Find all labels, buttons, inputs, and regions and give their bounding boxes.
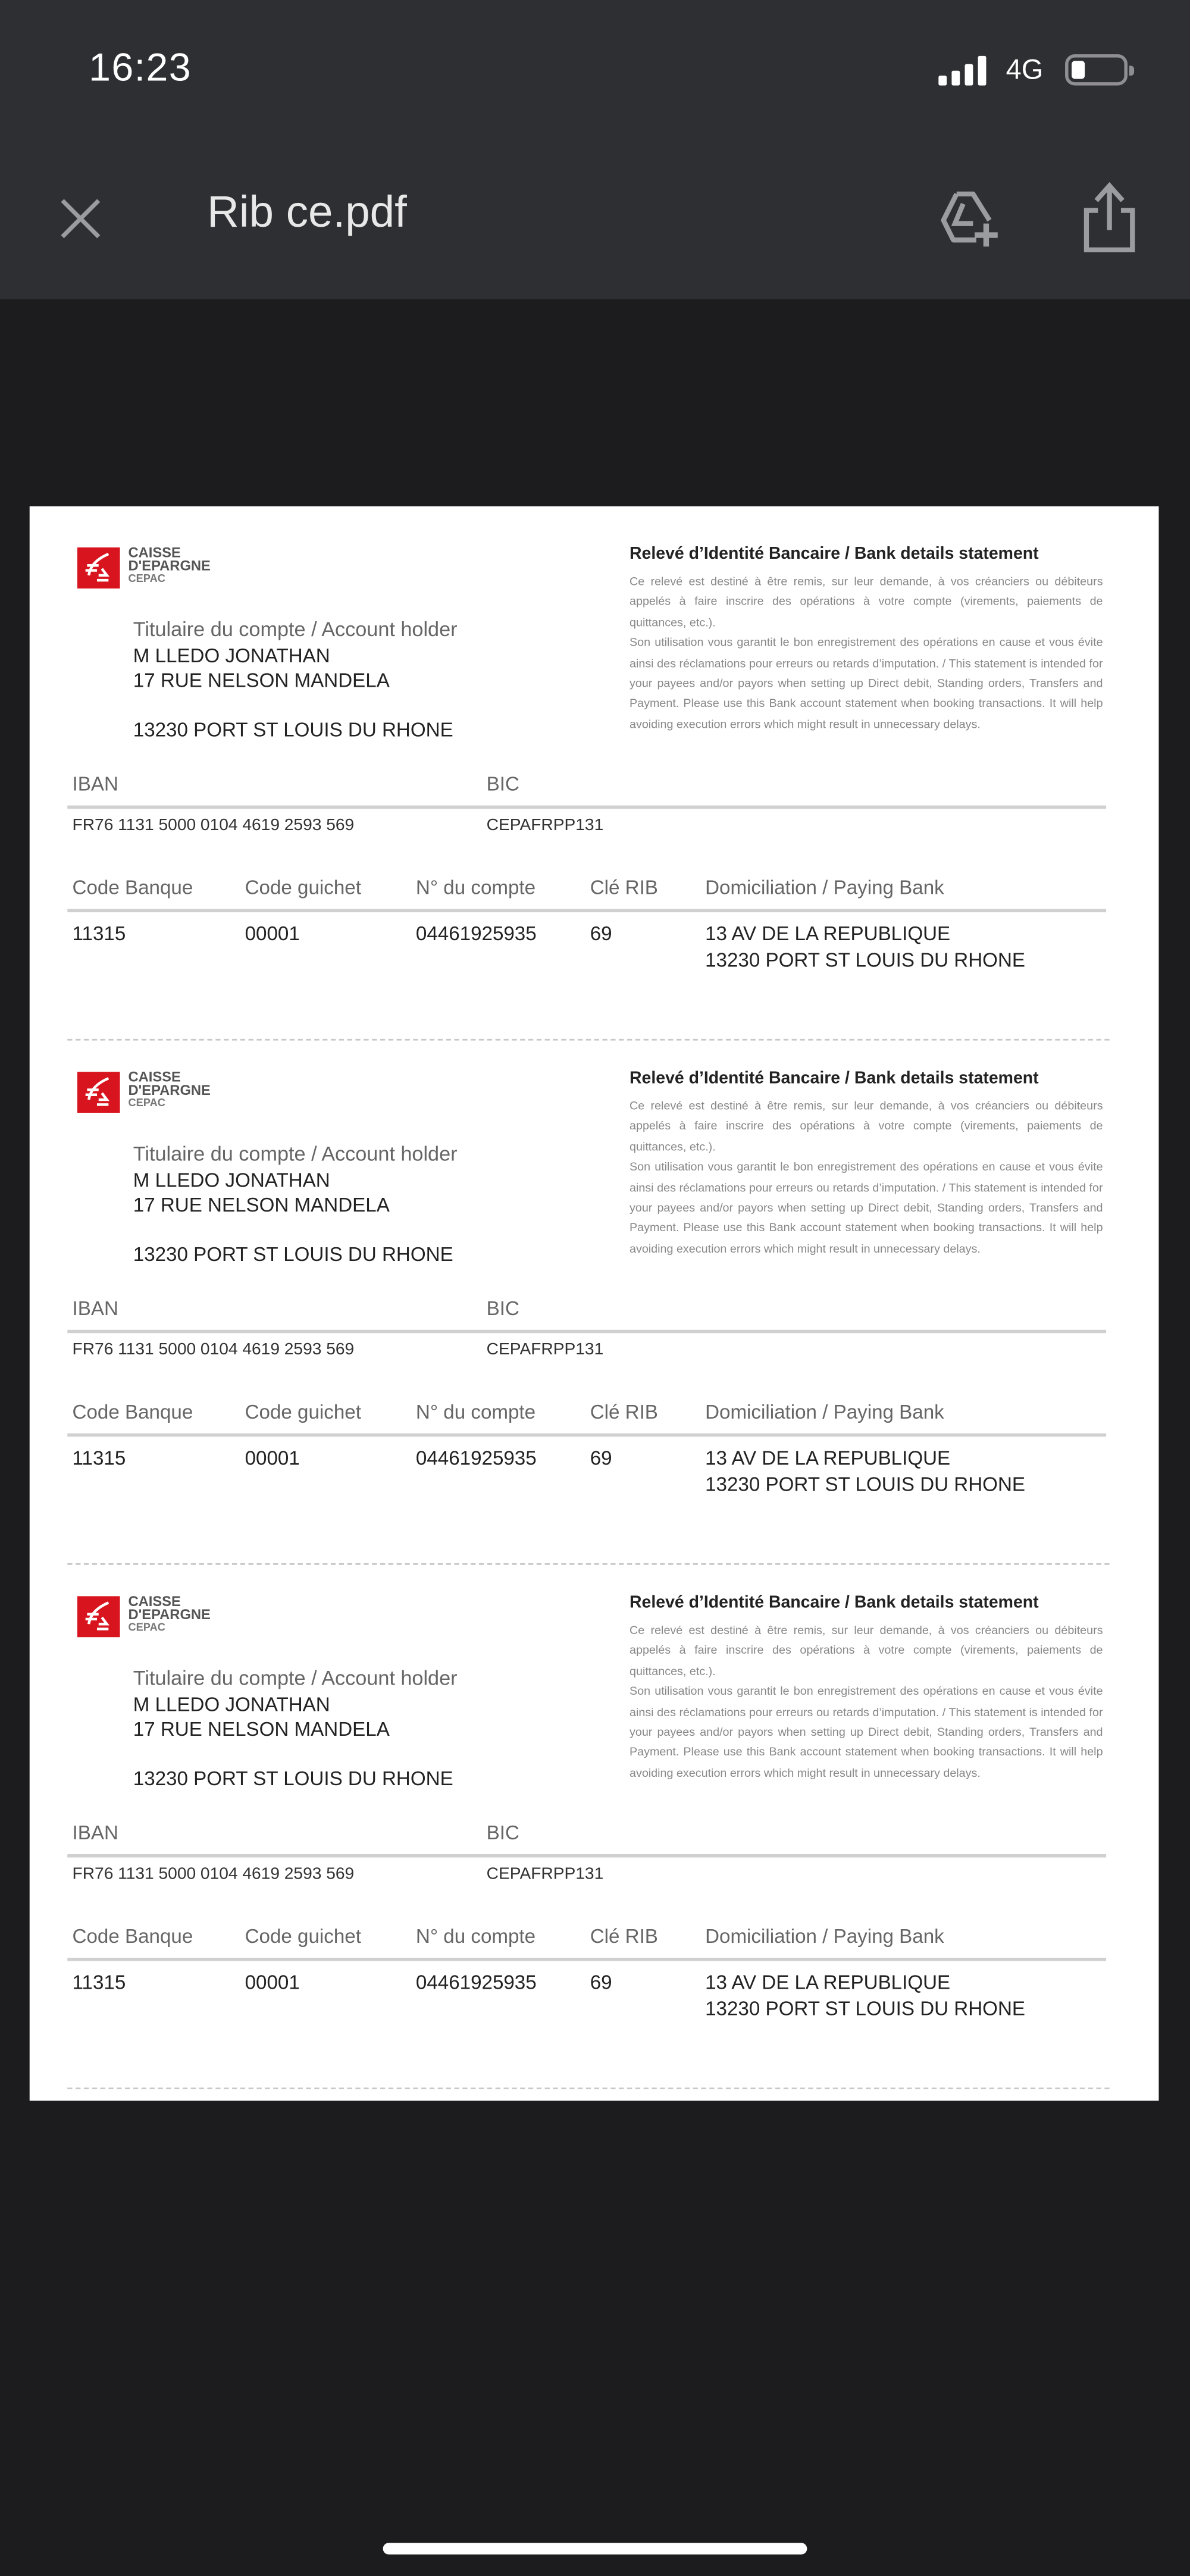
iban-label: IBAN — [72, 1297, 118, 1320]
domiciliation-value: 13 AV DE LA REPUBLIQUE 13230 PORT ST LOUIS DU RHONE — [705, 1971, 1026, 2020]
home-indicator[interactable] — [383, 2543, 807, 2554]
account-holder — [133, 1693, 390, 1742]
share-button[interactable] — [1078, 181, 1141, 256]
account-number-label: N° du compte — [415, 876, 536, 900]
branch-code-value: 00001 — [245, 922, 300, 946]
domiciliation-value: 13 AV DE LA REPUBLIQUE 13230 PORT ST LOUIS DU RHONE — [705, 1446, 1026, 1496]
bank-name: CAISSE D'EPARGNE CEPAC — [128, 1592, 211, 1634]
statement-title: Relevé d’Identité Bancaire / Bank details statement — [629, 546, 1039, 564]
bank-code-value: 11315 — [72, 1446, 126, 1470]
document-title: Rib ce.pdf — [207, 187, 407, 237]
add-to-drive-button[interactable] — [937, 187, 1003, 253]
branch-code-value: 00001 — [245, 1446, 300, 1470]
rib-block — [30, 506, 1159, 1043]
account-holder — [133, 1169, 390, 1218]
account-number-label: N° du compte — [415, 1924, 536, 1948]
status-time: 16:23 — [89, 46, 192, 90]
bank-code-label: Code Banque — [72, 1400, 193, 1424]
branch-code-label: Code guichet — [245, 876, 361, 900]
caisse-epargne-logo-icon — [77, 547, 120, 589]
iban-value: FR76 1131 5000 0104 4619 2593 569 — [72, 1866, 355, 1884]
rib-block — [30, 1031, 1159, 1567]
bank-code-value: 11315 — [72, 922, 126, 946]
rib-key-value: 69 — [590, 922, 612, 946]
add-to-drive-icon — [937, 187, 1003, 253]
bank-name: CAISSE D'EPARGNE CEPAC — [128, 1068, 211, 1110]
holder-city: 13230 PORT ST LOUIS DU RHONE — [133, 1242, 453, 1266]
account-holder-label: Titulaire du compte / Account holder — [133, 618, 458, 641]
holder-name: M LLEDO JONATHAN — [133, 1693, 330, 1716]
holder-street: 17 RUE NELSON MANDELA — [133, 1717, 390, 1741]
top-bar — [0, 0, 1190, 299]
account-holder — [133, 644, 390, 694]
iban-label: IBAN — [72, 772, 118, 796]
account-number-label: N° du compte — [415, 1400, 536, 1424]
divider — [67, 1854, 1106, 1857]
share-icon — [1078, 181, 1141, 256]
account-holder-label: Titulaire du compte / Account holder — [133, 1142, 458, 1166]
branch-code-label: Code guichet — [245, 1400, 361, 1424]
holder-city: 13230 PORT ST LOUIS DU RHONE — [133, 1767, 453, 1791]
divider — [67, 1330, 1106, 1332]
holder-city: 13230 PORT ST LOUIS DU RHONE — [133, 718, 453, 741]
divider — [67, 806, 1106, 808]
rib-block — [30, 1555, 1159, 2091]
caisse-epargne-logo-icon — [77, 1072, 120, 1113]
account-holder-label: Titulaire du compte / Account holder — [133, 1667, 458, 1690]
account-number-value: 04461925935 — [415, 1971, 537, 1994]
account-number-value: 04461925935 — [415, 922, 537, 946]
iban-value: FR76 1131 5000 0104 4619 2593 569 — [72, 816, 355, 835]
statement-title: Relevé d’Identité Bancaire / Bank details statement — [629, 1070, 1039, 1088]
branch-code-value: 00001 — [245, 1971, 300, 1994]
rib-key-label: Clé RIB — [590, 1924, 658, 1948]
account-number-value: 04461925935 — [415, 1446, 537, 1470]
iban-label: IBAN — [72, 1821, 118, 1845]
bic-value: CEPAFRPP131 — [486, 1341, 604, 1360]
rib-key-value: 69 — [590, 1971, 612, 1994]
bic-label: BIC — [486, 772, 519, 796]
network-type: 4G — [1006, 54, 1044, 86]
bic-label: BIC — [486, 1821, 519, 1845]
holder-name: M LLEDO JONATHAN — [133, 644, 330, 668]
branch-code-label: Code guichet — [245, 1924, 361, 1948]
holder-name: M LLEDO JONATHAN — [133, 1169, 330, 1192]
rib-key-label: Clé RIB — [590, 1400, 658, 1424]
domiciliation-label: Domiciliation / Paying Bank — [705, 1924, 944, 1948]
bank-code-value: 11315 — [72, 1971, 126, 1994]
divider — [67, 1958, 1106, 1960]
domiciliation-label: Domiciliation / Paying Bank — [705, 876, 944, 900]
divider — [67, 909, 1106, 912]
divider — [67, 1433, 1106, 1436]
bic-label: BIC — [486, 1297, 519, 1320]
pdf-page — [30, 506, 1159, 2101]
close-icon — [54, 192, 107, 245]
holder-street: 17 RUE NELSON MANDELA — [133, 669, 390, 692]
bank-code-label: Code Banque — [72, 1924, 193, 1948]
domiciliation-value: 13 AV DE LA REPUBLIQUE 13230 PORT ST LOUIS DU RHONE — [705, 922, 1026, 972]
statement-text: Ce relevé est destiné à être remis, sur leur demande, à vos créanciers ou débiteurs appelés à faire inscrire des opérations à votre compte (virements, paiements de quittances, etc.). Son utilisation vous garantit le bon enregistrement des opérations en cause et vous évite ainsi des réclamations pour erreurs ou retards d’imputation. / This statement is intended for your payees and/or payors when setting up Direct debit, Standing orders, Transfers and Payment. Please use this Bank account statement when booking transactions. It will help avoiding execution errors which might result in unnecessary delays. — [629, 1100, 1103, 1256]
bic-value: CEPAFRPP131 — [486, 1866, 604, 1884]
holder-street: 17 RUE NELSON MANDELA — [133, 1193, 390, 1217]
iban-value: FR76 1131 5000 0104 4619 2593 569 — [72, 1341, 355, 1360]
statement-text: Ce relevé est destiné à être remis, sur leur demande, à vos créanciers ou débiteurs appelés à faire inscrire des opérations à votre compte (virements, paiements de quittances, etc.). Son utilisation vous garantit le bon enregistrement des opérations en cause et vous évite ainsi des réclamations pour erreurs ou retards d’imputation. / This statement is intended for your payees and/or payors when setting up Direct debit, Standing orders, Transfers and Payment. Please use this Bank account statement when booking transactions. It will help avoiding execution errors which might result in unnecessary delays. — [629, 1624, 1103, 1780]
bank-name: CAISSE D'EPARGNE CEPAC — [128, 544, 211, 585]
close-button[interactable] — [54, 192, 107, 245]
cut-line — [67, 2087, 1109, 2089]
signal-icon — [938, 56, 994, 86]
statement-text: Ce relevé est destiné à être remis, sur leur demande, à vos créanciers ou débiteurs appelés à faire inscrire des opérations à votre compte (virements, paiements de quittances, etc.). Son utilisation vous garantit le bon enregistrement des opérations en cause et vous évite ainsi des réclamations pour erreurs ou retards d’imputation. / This statement is intended for your payees and/or payors when setting up Direct debit, Standing orders, Transfers and Payment. Please use this Bank account statement when booking transactions. It will help avoiding execution errors which might result in unnecessary delays. — [629, 575, 1103, 731]
rib-key-value: 69 — [590, 1446, 612, 1470]
statement-title: Relevé d’Identité Bancaire / Bank details statement — [629, 1594, 1039, 1613]
battery-icon — [1065, 54, 1128, 85]
rib-key-label: Clé RIB — [590, 876, 658, 900]
caisse-epargne-logo-icon — [77, 1596, 120, 1637]
domiciliation-label: Domiciliation / Paying Bank — [705, 1400, 944, 1424]
bank-code-label: Code Banque — [72, 876, 193, 900]
bic-value: CEPAFRPP131 — [486, 816, 604, 835]
